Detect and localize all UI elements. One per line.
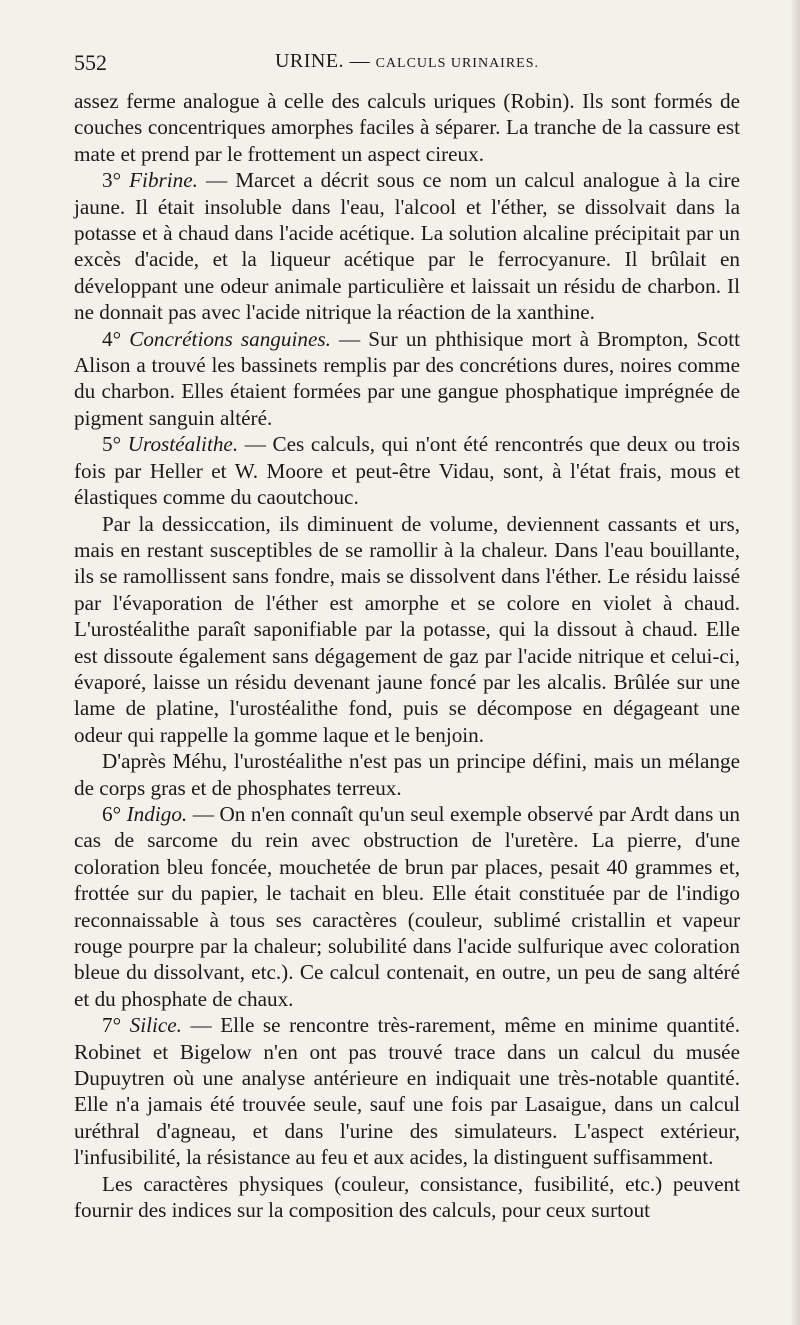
paragraph-caracteres [74, 1171, 740, 1224]
section-title: Urostéalithe. [127, 432, 239, 457]
section-number: 5° [102, 432, 122, 457]
section-title: Concrétions sanguines. [129, 326, 331, 351]
paragraph-text: — On n'en connaît qu'un seul exemple observé par Ardt dans un cas de sarcome du rein avec obstruction de l'uretère. La pierre, d'une coloration bleu foncée, mouchetée de brun par places, pesait 40 grammes et, frottée sur du papier, le tachait en bleu. Elle était constituée par de l'indigo reconnaissable à tous ses caractères (couleur, sublimé cristallin et vapeur rouge pourpre par la chaleur; solubilité dans l'acide sulfurique avec coloration bleue du dissolvant, etc.). Ce calcul contenait, en outre, un peu de sang altéré et du phosphate de chaux. [74, 801, 741, 1011]
paragraph-text: assez ferme analogue à celle des calculs uriques (Robin). Ils sont formés de couches concentriques amorphes faciles à séparer. La tranche de la cassure est mate et prend par le frottement un aspect cireux. [74, 89, 740, 166]
page-number: 552 [74, 50, 107, 75]
running-title-main: URINE. [274, 50, 345, 72]
section-title: Fibrine. [129, 168, 198, 193]
running-title-sub: CALCULS URINAIRES. [375, 56, 540, 71]
paragraph-fibrine [74, 167, 740, 325]
section-number: 6° [102, 801, 122, 826]
paragraph-concretions [74, 326, 740, 432]
running-title-separator: — [349, 50, 371, 72]
paragraph-mehu [74, 748, 740, 801]
paragraph-text: — Ces calculs, qui n'ont été rencontrés que deux ou trois fois par Heller et W. Moore et peut-être Vidau, sont, à l'état frais, mous et élastiques comme du caoutchouc. [74, 432, 740, 510]
paragraph-urostealithe [74, 431, 740, 510]
paragraph-indigo [74, 801, 740, 1012]
paragraph-text: Les caractères physiques (couleur, consistance, fusibilité, etc.) peuvent fournir des indices sur la composition des calculs, pour ceux surtout [74, 1171, 740, 1223]
paragraph-text: — Elle se rencontre très-rarement, même en minime quantité. Robinet et Bigelow n'en ont pas trouvé trace dans un calcul du musée Dupuytren où une analyse antérieure en indiquait une très-notable quantité. Elle n'a jamais été trouvée seule, sauf une fois par Lasaigue, dans un calcul uréthral d'agneau, et dans l'urine des simulateurs. L'aspect extérieur, l'infusibilité, la résistance au feu et aux acides, la distinguent suffisamment. [74, 1013, 740, 1170]
running-title [74, 50, 740, 73]
section-title: Indigo. [126, 801, 188, 826]
body-text [74, 88, 740, 1223]
section-number: 4° [102, 326, 122, 351]
paragraph-continuation [74, 88, 740, 167]
paragraph-dessiccation [74, 511, 740, 749]
page-header [74, 50, 740, 84]
section-number: 7° [102, 1013, 122, 1038]
paragraph-silice [74, 1012, 740, 1170]
page-edge-shadow [790, 0, 800, 1325]
paragraph-text: — Sur un phthisique mort à Brompton, Scott Alison a trouvé les bassinets remplis par des concrétions dures, noires comme du charbon. Elles étaient formées par une gangue phosphatique imprégnée de pigment sanguin altéré. [74, 326, 740, 430]
paragraph-text: — Marcet a décrit sous ce nom un calcul analogue à la cire jaune. Il était insoluble dans l'eau, l'alcool et l'éther, se dissolvait dans la potasse et à chaud dans l'acide acétique. La solution alcaline précipitait par un excès d'acide, et la liqueur acétique par le ferrocyanure. Il brûlait en développant une odeur animale particulière et laissait un résidu de charbon. Il ne donnait pas avec l'acide nitrique la réaction de la xanthine. [74, 168, 741, 325]
section-number: 3° [102, 168, 122, 193]
paragraph-text: D'après Méhu, l'urostéalithe n'est pas un principe défini, mais un mélange de corps gras et de phosphates terreux. [74, 749, 740, 800]
paragraph-text: Par la dessiccation, ils diminuent de volume, deviennent cassants et urs, mais en restant susceptibles de se ramollir à la chaleur. Dans l'eau bouillante, ils se ramollissent sans fondre, mais se dissolvent dans l'éther. Le résidu laissé par l'évaporation de l'éther est amorphe et se colore en violet à chaud. L'urostéalithe paraît saponifiable par la potasse, qui la dissout à chaud. Elle est dissoute également sans dégagement de gaz par l'acide nitrique et celui-ci, évaporé, laisse un résidu devenant jaune foncé par les alcalis. Brûlée sur une lame de platine, l'urostéalithe fond, puis se décompose en dégageant une odeur qui rappelle la gomme laque et le benjoin. [74, 511, 740, 747]
section-title: Silice. [129, 1013, 182, 1038]
